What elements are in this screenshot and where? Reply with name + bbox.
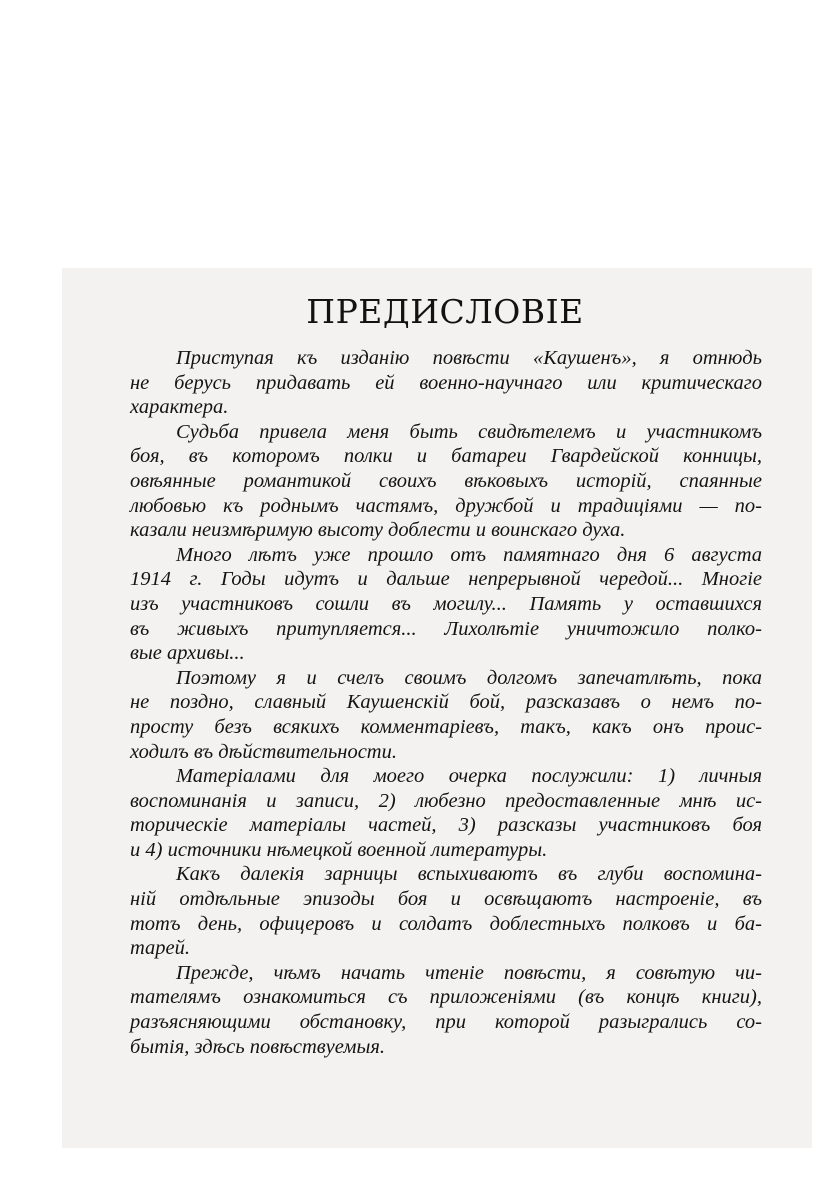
text-line: ній отдѣльные эпизоды боя и освѣщаютъ настроеніе, въ [130, 888, 762, 911]
text-line: 1914 г. Годы идутъ и дальше непрерывной чередой... Многіе [130, 568, 762, 591]
text-line: въ живыхъ притупляется... Лихолѣтіе уничтожило полко- [130, 617, 762, 640]
text-line: Поэтому я и счелъ своимъ долгомъ запечатлѣть, пока [176, 666, 762, 689]
text-line: Какъ далекія зарницы вспыхиваютъ въ глуби воспомина- [176, 863, 762, 886]
text-line: тарей. [130, 937, 191, 960]
text-line: торическіе матеріалы частей, 3) разсказы участниковъ боя [130, 814, 762, 837]
text-line: Много лѣтъ уже прошло отъ памятнаго дня 6 августа [176, 543, 762, 566]
text-line: Прежде, чѣмъ начать чтеніе повѣсти, я совѣтую чи- [176, 961, 762, 984]
page-title: ПРЕДИСЛОВІЕ [306, 292, 584, 331]
text-line: ходилъ въ дѣйствительности. [130, 740, 397, 763]
text-line: Матеріалами для моего очерка послужили: 1) личныя [176, 765, 762, 788]
text-line: овѣянные романтикой своихъ вѣковыхъ исторій, спаянные [130, 469, 762, 492]
text-line: не берусь придавать ей военно-научнаго или критическаго [130, 371, 762, 394]
text-line: воспоминанія и записи, 2) любезно предоставленные мнѣ ис- [130, 789, 762, 812]
text-line: Судьба привела меня быть свидѣтелемъ и участникомъ [176, 420, 762, 443]
text-line: и 4) источники нѣмецкой военной литературы. [130, 838, 548, 861]
text-line: бытія, здѣсь повѣствуемыя. [130, 1035, 385, 1058]
text-line: изъ участниковъ сошли въ могилу... Память у оставшихся [130, 592, 762, 615]
text-line: разъясняющими обстановку, при которой разыгрались со- [130, 1011, 762, 1034]
text-line: тотъ день, офицеровъ и солдатъ доблестныхъ полковъ и ба- [130, 912, 762, 935]
text-line: казали неизмѣримую высоту доблести и воинскаго духа. [130, 519, 626, 542]
preface-body [130, 346, 762, 1059]
text-line: Приступая къ изданію повѣсти «Каушенъ», я отнюдь [176, 347, 762, 369]
text-line: любовью къ роднымъ частямъ, дружбой и традиціями — по- [130, 494, 762, 517]
text-line: просту безъ всякихъ комментаріевъ, такъ, какъ онъ проис- [130, 715, 762, 738]
text-line: тателямъ ознакомиться съ приложеніями (въ концѣ книги), [130, 986, 762, 1009]
text-line: боя, въ которомъ полки и батареи Гвардейской конницы, [130, 445, 762, 468]
text-line: характера. [130, 396, 229, 419]
text-line: не поздно, славный Каушенскій бой, разсказавъ о немъ по- [130, 691, 762, 714]
text-line: вые архивы... [130, 642, 245, 665]
